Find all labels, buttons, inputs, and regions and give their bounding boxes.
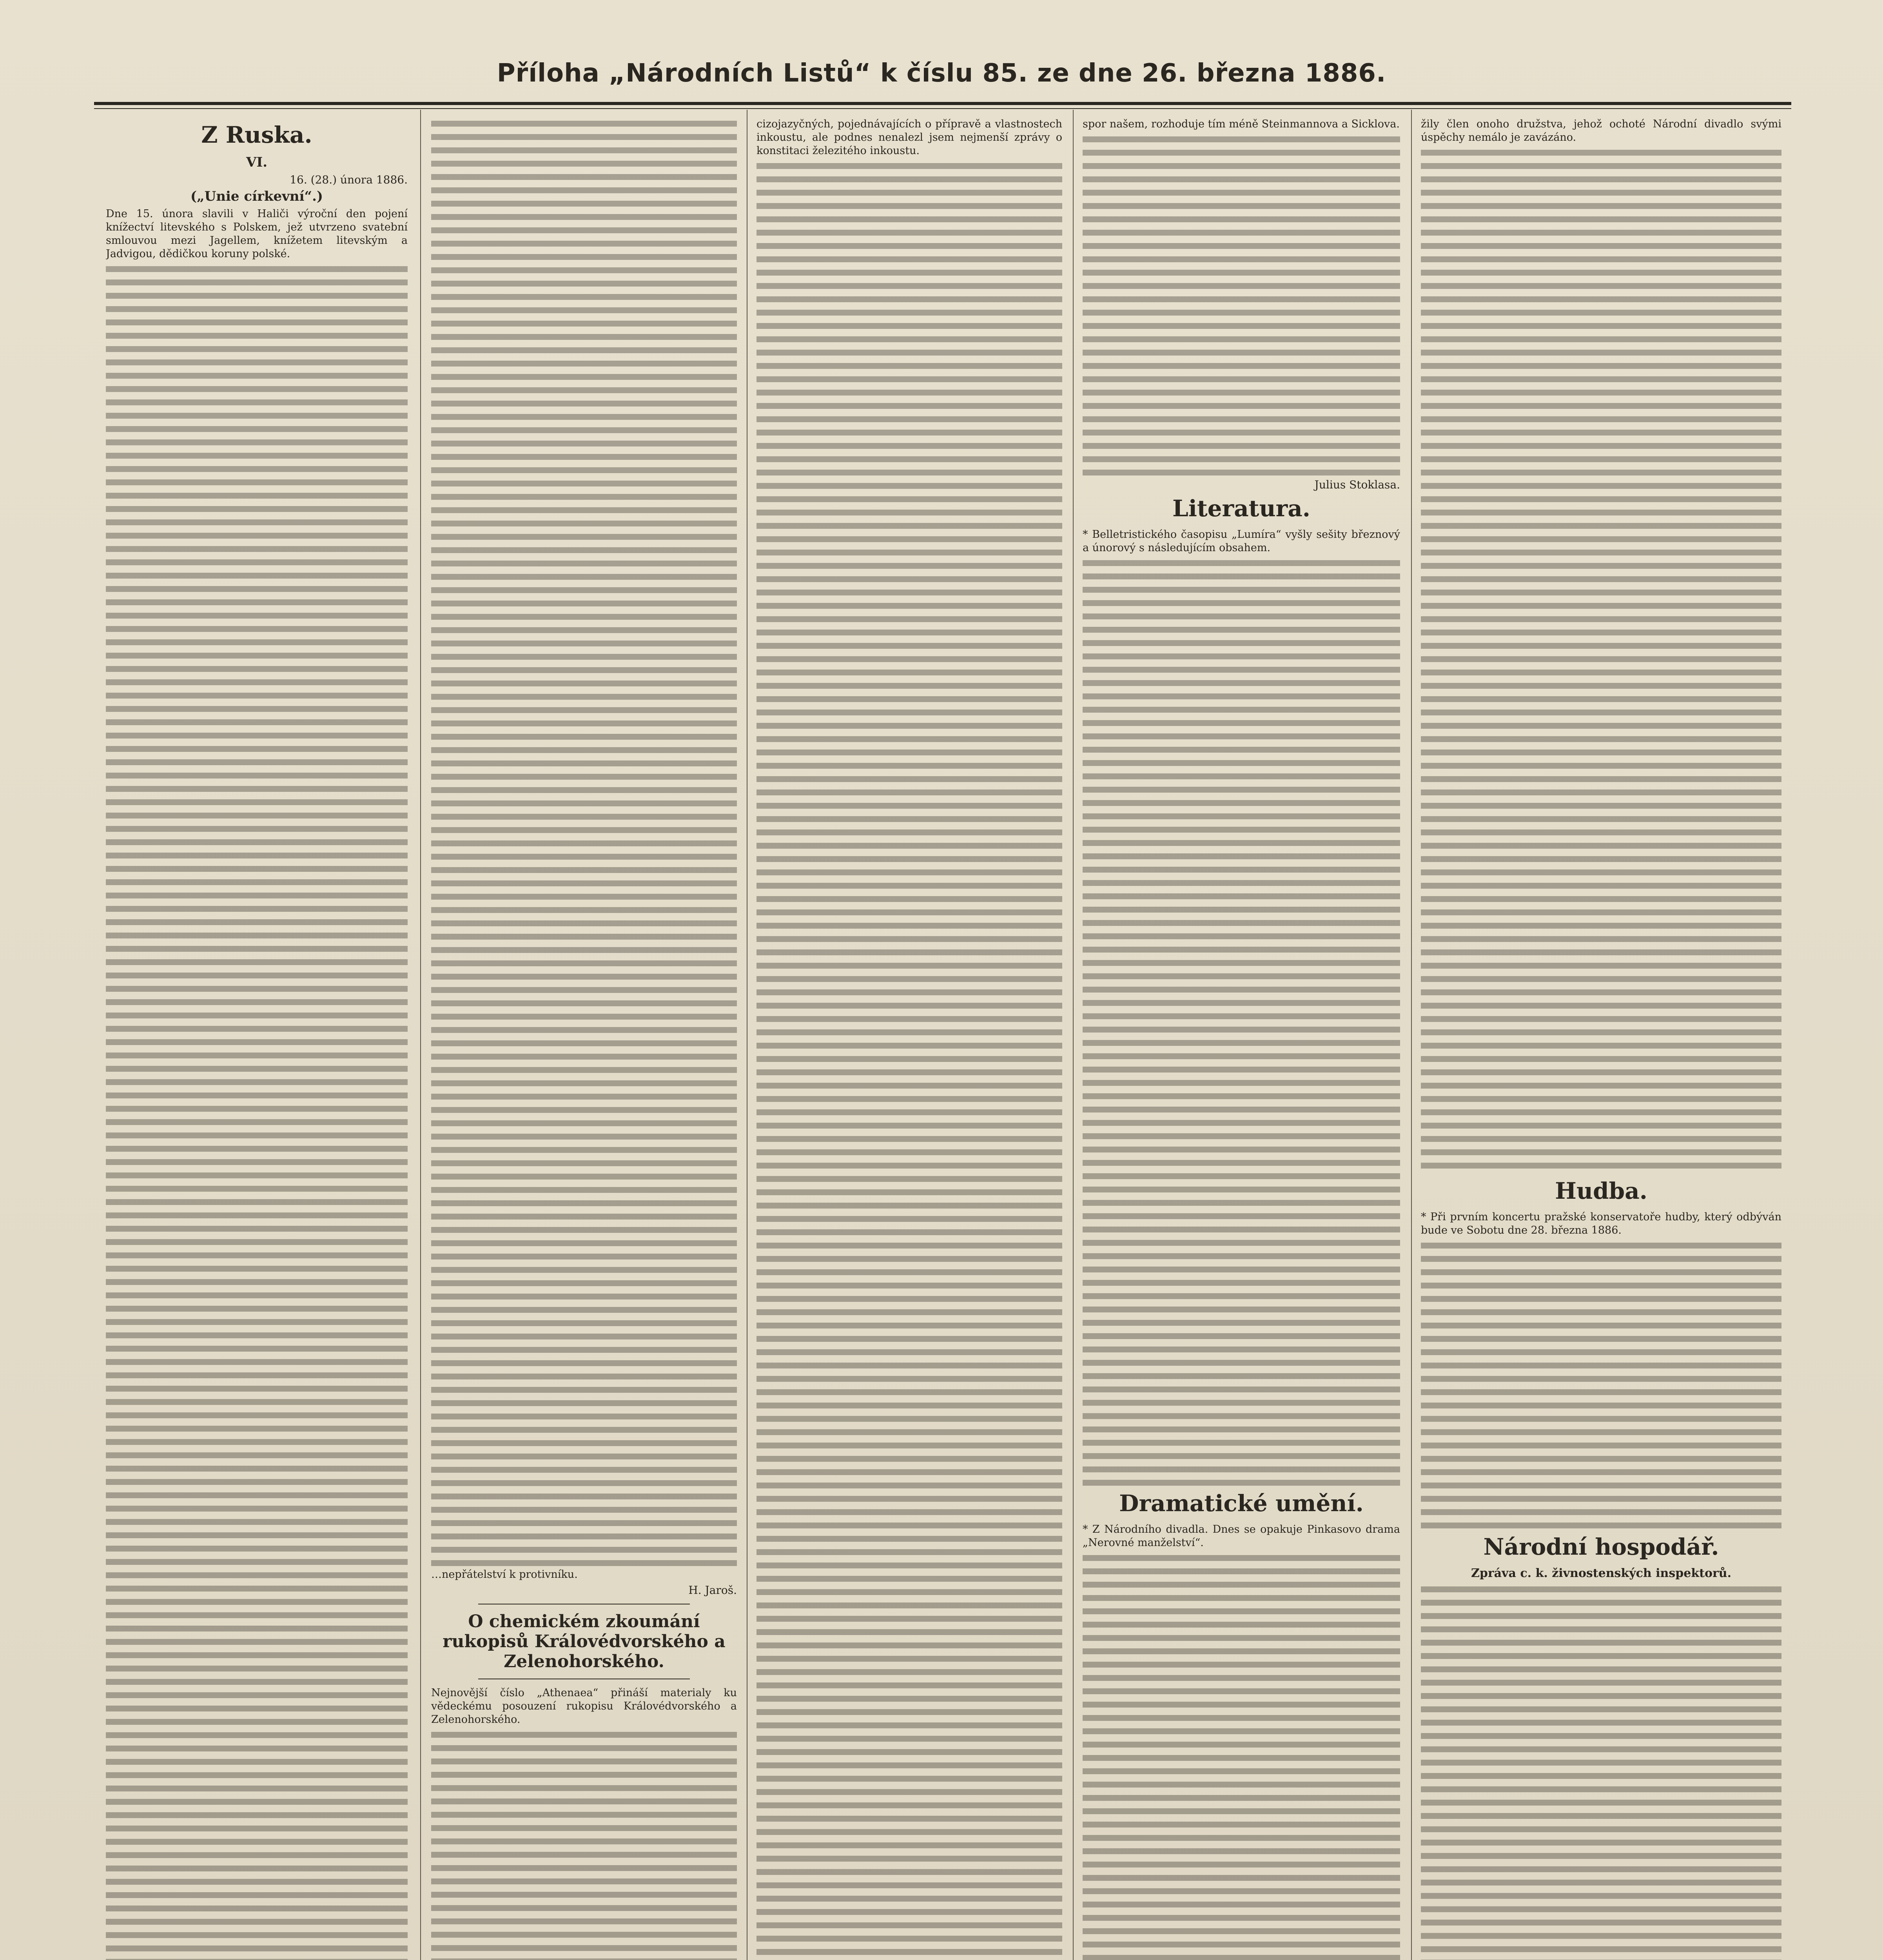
article-body-lines xyxy=(1083,133,1400,478)
article-text: Dne 15. února slavili v Haliči výroční den pojení knížectví litevského s Polskem, jež utvrzeno svatební smlouvou mezi Jagellem, knížetem litevským a Jadvigou, dědičkou koruny polské. xyxy=(106,208,408,260)
masthead-rule-thin xyxy=(94,108,1791,109)
music-text: * Při prvním koncertu pražské konservatoře hudby, který odbýván bude ve Sobotu dne 28. března 1886. xyxy=(1421,1211,1781,1236)
economy-subtitle: Zpráva c. k. živnostenských inspektorů. xyxy=(1471,1566,1732,1580)
column-divider xyxy=(1073,110,1074,1960)
column-divider xyxy=(1411,110,1412,1960)
column-3 xyxy=(756,118,1062,1960)
column-1 xyxy=(106,118,408,1960)
signature: H. Jaroš. xyxy=(688,1584,737,1597)
signature: Julius Stoklasa. xyxy=(1314,478,1400,491)
section-heading-hudba: Hudba. xyxy=(1555,1178,1647,1204)
article-body-lines xyxy=(431,1729,737,1960)
drama-text: * Z Národního divadla. Dnes se opakuje Pinkasovo drama „Nerovné manželství“. xyxy=(1083,1523,1400,1549)
article-text: cizojazyčných, pojednávajících o přípravě a vlastnostech inkoustu, ale podnes nenalezl jsem nejmenší zprávy o konstitaci železitého inkoustu. xyxy=(756,118,1062,157)
column-divider xyxy=(420,110,421,1960)
drama-body-lines xyxy=(1083,1552,1400,1960)
article-heading-chemicke-zkoumani: O chemickém zkoumání rukopisů Královédvorského a Zelenohorského. xyxy=(443,1612,726,1671)
masthead: Příloha „Národních Listů“ k číslu 85. ze dne 26. března 1886. xyxy=(497,59,1386,88)
column-2 xyxy=(431,118,737,1960)
article-body-lines xyxy=(106,263,408,1960)
article-body-lines xyxy=(431,118,737,1568)
article-title: („Unie církevní“.) xyxy=(190,189,323,204)
article-body-lines xyxy=(756,160,1062,1960)
section-heading-z-ruska: Z Ruska. xyxy=(201,122,312,148)
section-heading-narodni-hospodar: Národní hospodář. xyxy=(1483,1534,1719,1560)
article-text: žily člen onoho družstva, jehož ochoté Národní divadlo svými úspěchy nemálo je zavázáno. xyxy=(1421,118,1781,143)
article-text: …nepřátelství k protivníku. xyxy=(431,1568,578,1581)
section-heading-literatura: Literatura. xyxy=(1172,495,1310,522)
article-body-lines xyxy=(1421,147,1781,1174)
dateline: 16. (28.) února 1886. xyxy=(290,173,408,186)
literature-text: * Belletristického časopisu „Lumíra“ vyšly sešity březnový a únorový s následujícím obsahem. xyxy=(1083,528,1400,554)
column-4 xyxy=(1083,118,1400,1960)
part-number: VI. xyxy=(246,154,268,170)
music-body-lines xyxy=(1421,1240,1781,1530)
economy-body-lines xyxy=(1421,1583,1781,1960)
article-text: spor našem, rozhoduje tím méně Steinmannova a Sicklova. xyxy=(1083,118,1400,130)
section-heading-dramaticke-umeni: Dramatické umění. xyxy=(1119,1490,1364,1517)
column-5 xyxy=(1421,118,1781,1960)
masthead-rule xyxy=(94,102,1791,105)
article-text: Nejnovější číslo „Athenaea“ přináší materialy ku vědeckému posouzení rukopisu Královédvorského a Zelenohorského. xyxy=(431,1687,737,1726)
literature-body-lines xyxy=(1083,557,1400,1486)
